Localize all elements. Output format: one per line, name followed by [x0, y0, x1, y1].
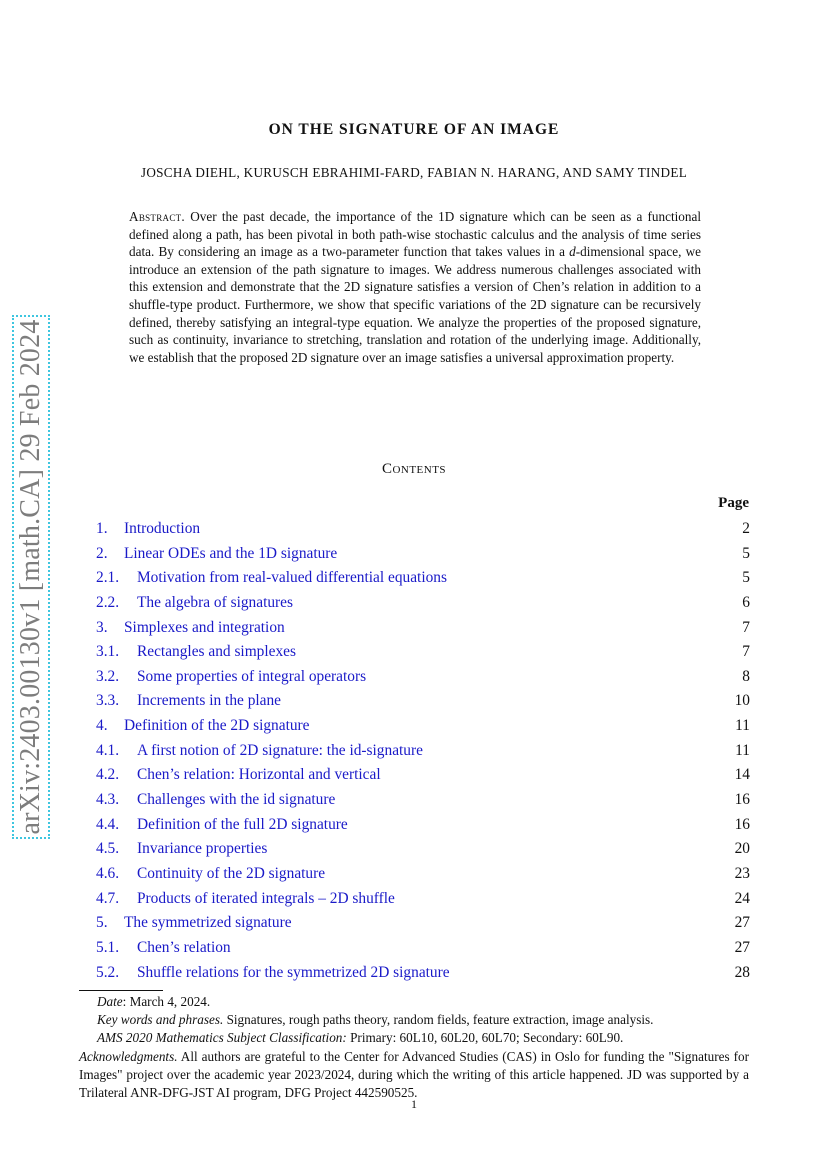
- toc-section-number[interactable]: 2.2.: [96, 593, 120, 611]
- toc-section-number[interactable]: 4.6.: [96, 864, 120, 882]
- arxiv-identifier-text: arXiv:2403.00130v1 [math.CA] 29 Feb 2024: [15, 319, 46, 835]
- toc-section-number[interactable]: 3.3.: [96, 692, 120, 710]
- toc-section-number[interactable]: 3.: [96, 618, 108, 636]
- date-label: Date: [97, 994, 123, 1009]
- toc-section-title-link[interactable]: Definition of the full 2D signature: [137, 815, 348, 833]
- arxiv-identifier-stamp[interactable]: [12, 315, 50, 839]
- footnote-date: [79, 993, 749, 1011]
- toc-page-number: 10: [734, 692, 750, 710]
- footnote-msc: [79, 1029, 749, 1047]
- abstract-label: Abstract.: [129, 209, 186, 224]
- toc-entry[interactable]: [96, 862, 750, 887]
- footnote-keywords: [79, 1011, 749, 1029]
- toc-entry[interactable]: [96, 837, 750, 862]
- toc-section-number[interactable]: 4.: [96, 717, 108, 735]
- toc-entry[interactable]: [96, 887, 750, 912]
- footnote-acknowledgments: [79, 1048, 749, 1103]
- toc-section-number[interactable]: 3.2.: [96, 667, 120, 685]
- toc-entry[interactable]: [96, 961, 750, 986]
- toc-section-number[interactable]: 1.: [96, 520, 108, 537]
- toc-section-title-link[interactable]: Introduction: [124, 520, 201, 537]
- toc-section-number[interactable]: 5.: [96, 914, 108, 932]
- footnote-divider: [79, 990, 163, 991]
- toc-section-number[interactable]: 4.3.: [96, 791, 120, 809]
- toc-page-number: 27: [734, 914, 750, 932]
- toc-entry[interactable]: [96, 739, 750, 764]
- table-of-contents: [96, 517, 750, 985]
- toc-page-number: 16: [734, 791, 750, 809]
- toc-page-number: 7: [742, 643, 750, 661]
- toc-section-title-link[interactable]: Definition of the 2D signature: [124, 717, 310, 735]
- toc-entry[interactable]: [96, 566, 750, 591]
- toc-section-title-link[interactable]: Shuffle relations for the symmetrized 2D signature: [137, 963, 450, 981]
- toc-section-title-link[interactable]: Challenges with the id signature: [137, 791, 336, 809]
- contents-heading: Contents: [381, 461, 447, 477]
- toc-page-number: 16: [734, 815, 750, 833]
- toc-section-title-link[interactable]: Increments in the plane: [137, 692, 282, 710]
- toc-section-title-link[interactable]: Products of iterated integrals – 2D shuffle: [137, 889, 395, 907]
- toc-section-number[interactable]: 5.2.: [96, 963, 120, 981]
- toc-page-number: 6: [742, 593, 750, 611]
- toc-section-number[interactable]: 4.1.: [96, 741, 120, 759]
- msc-label: AMS 2020 Mathematics Subject Classification:: [97, 1030, 347, 1046]
- toc-entry[interactable]: [96, 517, 750, 542]
- toc-page-number: 8: [742, 667, 750, 685]
- toc-page-number: 20: [734, 840, 750, 858]
- toc-section-title-link[interactable]: The algebra of signatures: [137, 593, 293, 611]
- toc-page-number: 7: [742, 618, 750, 636]
- date-value: : March 4, 2024.: [122, 994, 211, 1009]
- abstract: [129, 208, 701, 366]
- abstract-text-part2: -dimensional space, we introduce an extension of the path signature to images. We address numerous challenges associated with this extension and demonstrate that the 2D signature satisfies a version of Chen’s relation in addition to a shuffle-type product. Furthermore, we show that specific variations of the 2D signature can be recursively defined, thereby satisfying an integral-type equation. We analyze the properties of the proposed signature, such as continuity, invariance to stretching, translation and rotation of the underlying image. Additionally, we establish that the proposed 2D signature over an image satisfies a universal approximation property.: [129, 244, 701, 365]
- toc-entry[interactable]: [96, 665, 750, 690]
- abstract-text-part1: Over the past decade, the importance of the 1D signature which can be seen as a functional defined along a path, has been pivotal in both path-wise stochastic calculus and the analysis of time series data. By considering an image as a two-parameter function that takes values in a: [129, 209, 701, 260]
- footnotes: [79, 993, 749, 1102]
- acknowledgments-value: All authors are grateful to the Center for Advanced Studies (CAS) in Oslo for funding the "Signatures for Images" project over the academic year 2023/2024, during which the writing of this article happened. JD was supported by a Trilateral ANR-DFG-JST AI program, DFG Project 442590525.: [79, 1048, 749, 1101]
- toc-page-number: 23: [734, 864, 750, 882]
- keywords-label: Key words and phrases.: [97, 1012, 224, 1028]
- toc-section-number[interactable]: 3.1.: [96, 643, 120, 661]
- toc-section-number[interactable]: 4.4.: [96, 815, 120, 833]
- toc-section-number[interactable]: 4.2.: [96, 766, 120, 784]
- toc-section-number[interactable]: 2.1.: [96, 569, 120, 587]
- toc-page-number: 5: [742, 544, 750, 562]
- toc-page-number: 27: [734, 938, 750, 956]
- toc-page-number: 24: [734, 889, 750, 907]
- toc-section-number[interactable]: 4.7.: [96, 889, 120, 907]
- toc-page-column-label: Page: [718, 495, 749, 511]
- abstract-math-d: d: [569, 244, 576, 260]
- toc-entry[interactable]: [96, 542, 750, 567]
- toc-entry[interactable]: [96, 689, 750, 714]
- keywords-value: Signatures, rough paths theory, random fields, feature extraction, image analysis.: [223, 1012, 654, 1028]
- toc-section-title-link[interactable]: Linear ODEs and the 1D signature: [124, 544, 338, 562]
- author-list: JOSCHA DIEHL, KURUSCH EBRAHIMI-FARD, FABIAN N. HARANG, AND SAMY TINDEL: [140, 165, 688, 180]
- toc-section-title-link[interactable]: Invariance properties: [137, 840, 268, 858]
- toc-page-number: 11: [735, 741, 750, 759]
- toc-entry[interactable]: [96, 640, 750, 665]
- toc-section-title-link[interactable]: A first notion of 2D signature: the id-signature: [137, 741, 423, 759]
- toc-section-title-link[interactable]: Simplexes and integration: [124, 618, 285, 636]
- toc-entry[interactable]: [96, 714, 750, 739]
- toc-entry[interactable]: [96, 591, 750, 616]
- toc-entry[interactable]: [96, 788, 750, 813]
- toc-entry[interactable]: [96, 616, 750, 641]
- toc-section-title-link[interactable]: Chen’s relation: Horizontal and vertical: [137, 766, 381, 784]
- toc-section-title-link[interactable]: Some properties of integral operators: [137, 667, 367, 685]
- toc-page-number: 5: [742, 569, 750, 587]
- page-number: 1: [411, 1097, 417, 1111]
- toc-section-title-link[interactable]: The symmetrized signature: [124, 914, 292, 932]
- toc-page-number: 2: [742, 520, 750, 537]
- toc-section-title-link[interactable]: Rectangles and simplexes: [137, 643, 296, 661]
- toc-entry[interactable]: [96, 936, 750, 961]
- msc-value: Primary: 60L10, 60L20, 60L70; Secondary: 60L90.: [346, 1030, 624, 1046]
- toc-section-title-link[interactable]: Continuity of the 2D signature: [137, 864, 326, 882]
- toc-section-number[interactable]: 4.5.: [96, 840, 120, 858]
- toc-entry[interactable]: [96, 813, 750, 838]
- toc-entry[interactable]: [96, 763, 750, 788]
- toc-entry[interactable]: [96, 911, 750, 936]
- toc-page-number: 14: [734, 766, 750, 784]
- toc-section-title-link[interactable]: Motivation from real-valued differential equations: [137, 569, 447, 587]
- toc-section-title-link[interactable]: Chen’s relation: [137, 938, 231, 956]
- toc-section-number[interactable]: 5.1.: [96, 938, 120, 956]
- toc-section-number[interactable]: 2.: [96, 544, 108, 562]
- toc-page-number: 28: [734, 963, 750, 981]
- acknowledgments-label: Acknowledgments.: [79, 1048, 178, 1064]
- toc-page-number: 11: [735, 717, 750, 735]
- paper-title: ON THE SIGNATURE OF AN IMAGE: [268, 121, 560, 138]
